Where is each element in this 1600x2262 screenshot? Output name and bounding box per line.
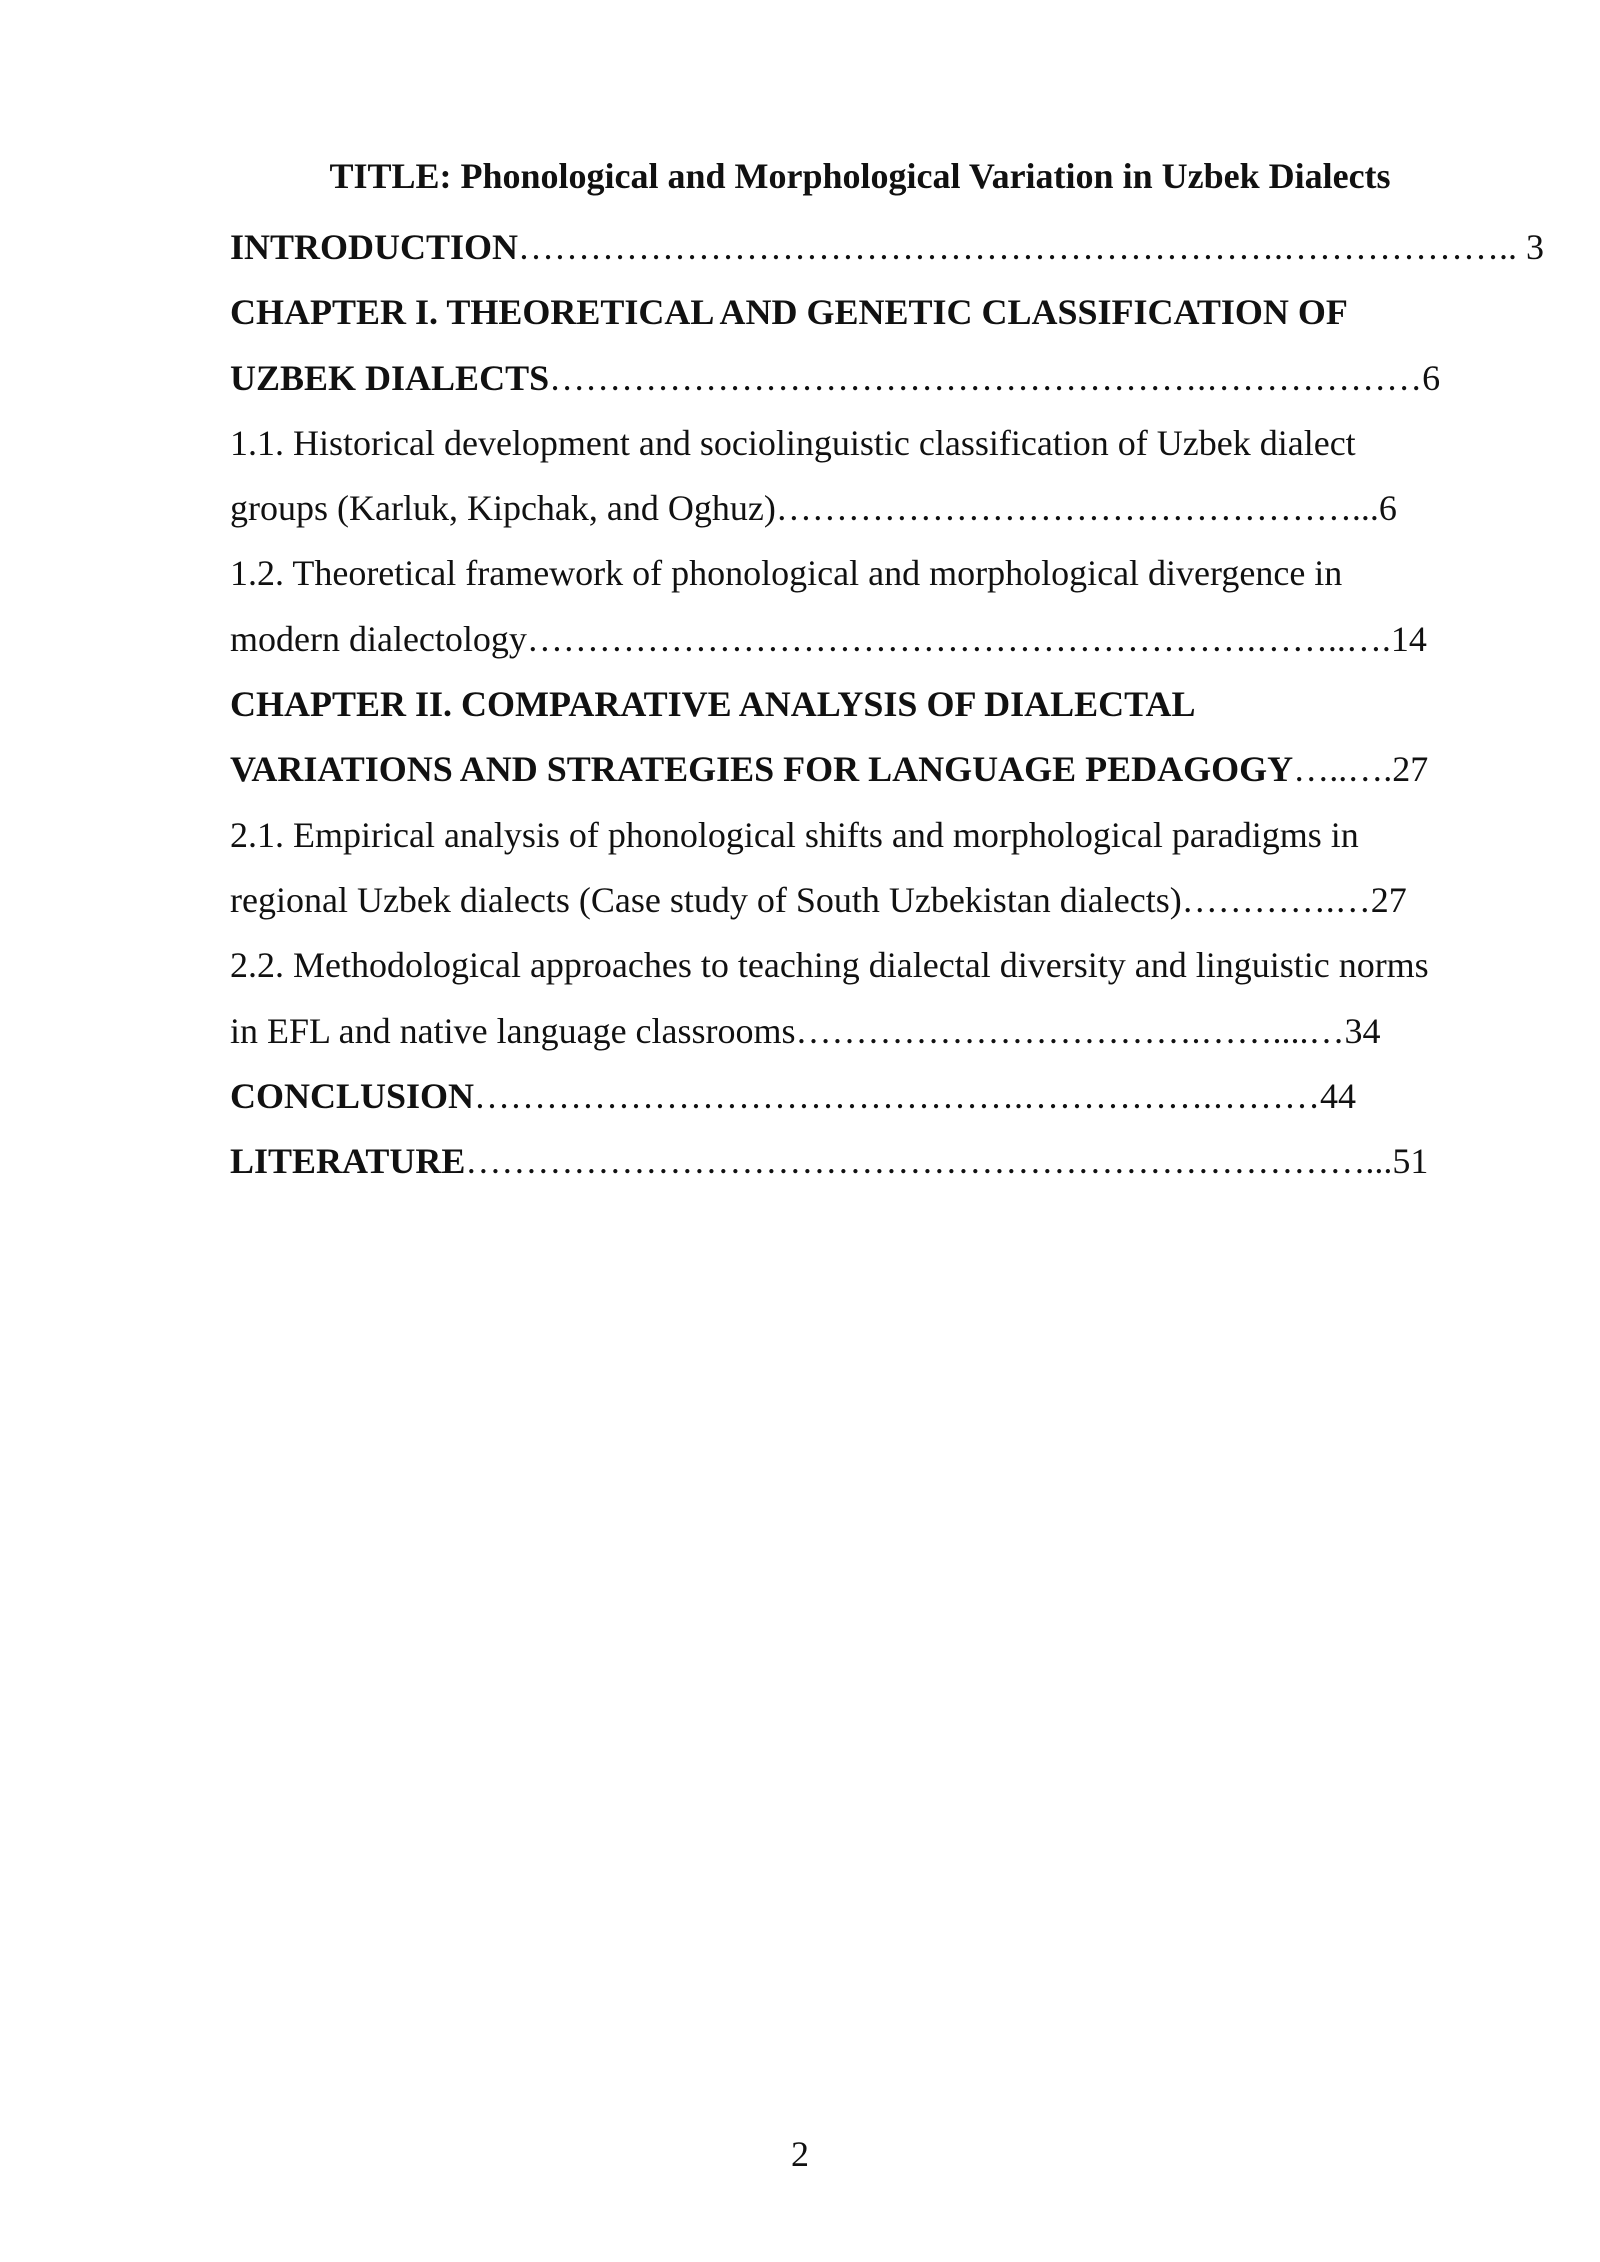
toc-entry-1-2-line-2 [230,607,1490,672]
table-of-contents [230,215,1545,1194]
toc-entry-1-2-line-1 [230,541,1490,606]
toc-entry-1-1-line-1 [230,411,1490,476]
toc-page-number: 6 [1422,357,1441,398]
toc-entry-chapter-1-line-2 [230,346,1490,411]
toc-page-number: 51 [1392,1141,1429,1182]
toc-entry-text: CONCLUSION [230,1075,475,1116]
toc-entry-text: CHAPTER II. COMPARATIVE ANALYSIS OF DIALECTAL [230,684,1196,725]
toc-page-number: 14 [1390,618,1427,659]
toc-leader: ……………………………………………………….……………….. [518,227,1527,267]
document-title: TITLE: Phonological and Morphological Variation in Uzbek Dialects [329,156,1391,196]
toc-leader: ……………………………………………….……………… [549,357,1423,398]
toc-entry-text: regional Uzbek dialects (Case study of South Uzbekistan dialects) [230,879,1182,920]
toc-page-number: 3 [1526,227,1545,267]
toc-entry-text: CHAPTER I. THEORETICAL AND GENETIC CLASSIFICATION OF [230,292,1348,333]
toc-leader: ………….… [1181,879,1371,920]
toc-leader: …………………………………………………….……..…. [526,618,1391,659]
toc-entry-text: 1.2. Theoretical framework of phonological and morphological divergence in [230,553,1343,594]
toc-entry-2-1-line-2 [230,868,1490,933]
toc-leader: ……………………………………….…………….……… [474,1075,1321,1116]
toc-page-number: 44 [1320,1075,1357,1116]
toc-entry-text: VARIATIONS AND STRATEGIES FOR LANGUAGE PEDAGOGY [230,749,1294,790]
toc-leader: …..…. [1293,749,1393,790]
toc-entry-chapter-1-line-1 [230,280,1490,345]
toc-page-number: 27 [1370,879,1407,920]
toc-entry-introduction [230,215,1545,280]
toc-leader: …………………………………………………………………... [465,1141,1393,1182]
toc-entry-1-1-line-2 [230,476,1490,541]
toc-entry-2-1-line-1 [230,803,1490,868]
toc-entry-text: modern dialectology [230,618,527,659]
toc-entry-text: 1.1. Historical development and sociolinguistic classification of Uzbek dialect [230,422,1356,463]
page-number: 2 [791,2134,809,2174]
toc-entry-text: LITERATURE [230,1141,466,1182]
toc-entry-2-2-line-1 [230,933,1490,998]
toc-entry-literature [230,1129,1490,1194]
toc-leader: …………………………….……....… [795,1010,1345,1051]
toc-leader: …………………………………………... [775,488,1379,529]
toc-entry-conclusion [230,1064,1490,1129]
toc-entry-chapter-2-line-1 [230,672,1490,737]
toc-page-number: 27 [1392,749,1429,790]
toc-page-number: 6 [1378,488,1397,529]
toc-entry-chapter-2-line-2 [230,737,1490,802]
toc-entry-text: 2.1. Empirical analysis of phonological shifts and morphological paradigms in [230,814,1359,855]
toc-entry-text: UZBEK DIALECTS [230,357,550,398]
toc-entry-text: in EFL and native language classrooms [230,1010,796,1051]
toc-entry-2-2-line-2 [230,999,1490,1064]
toc-page-number: 34 [1344,1010,1381,1051]
toc-entry-text: 2.2. Methodological approaches to teaching dialectal diversity and linguistic norms [230,945,1429,986]
toc-entry-text: INTRODUCTION [230,227,519,267]
toc-entry-text: groups (Karluk, Kipchak, and Oghuz) [230,488,776,529]
